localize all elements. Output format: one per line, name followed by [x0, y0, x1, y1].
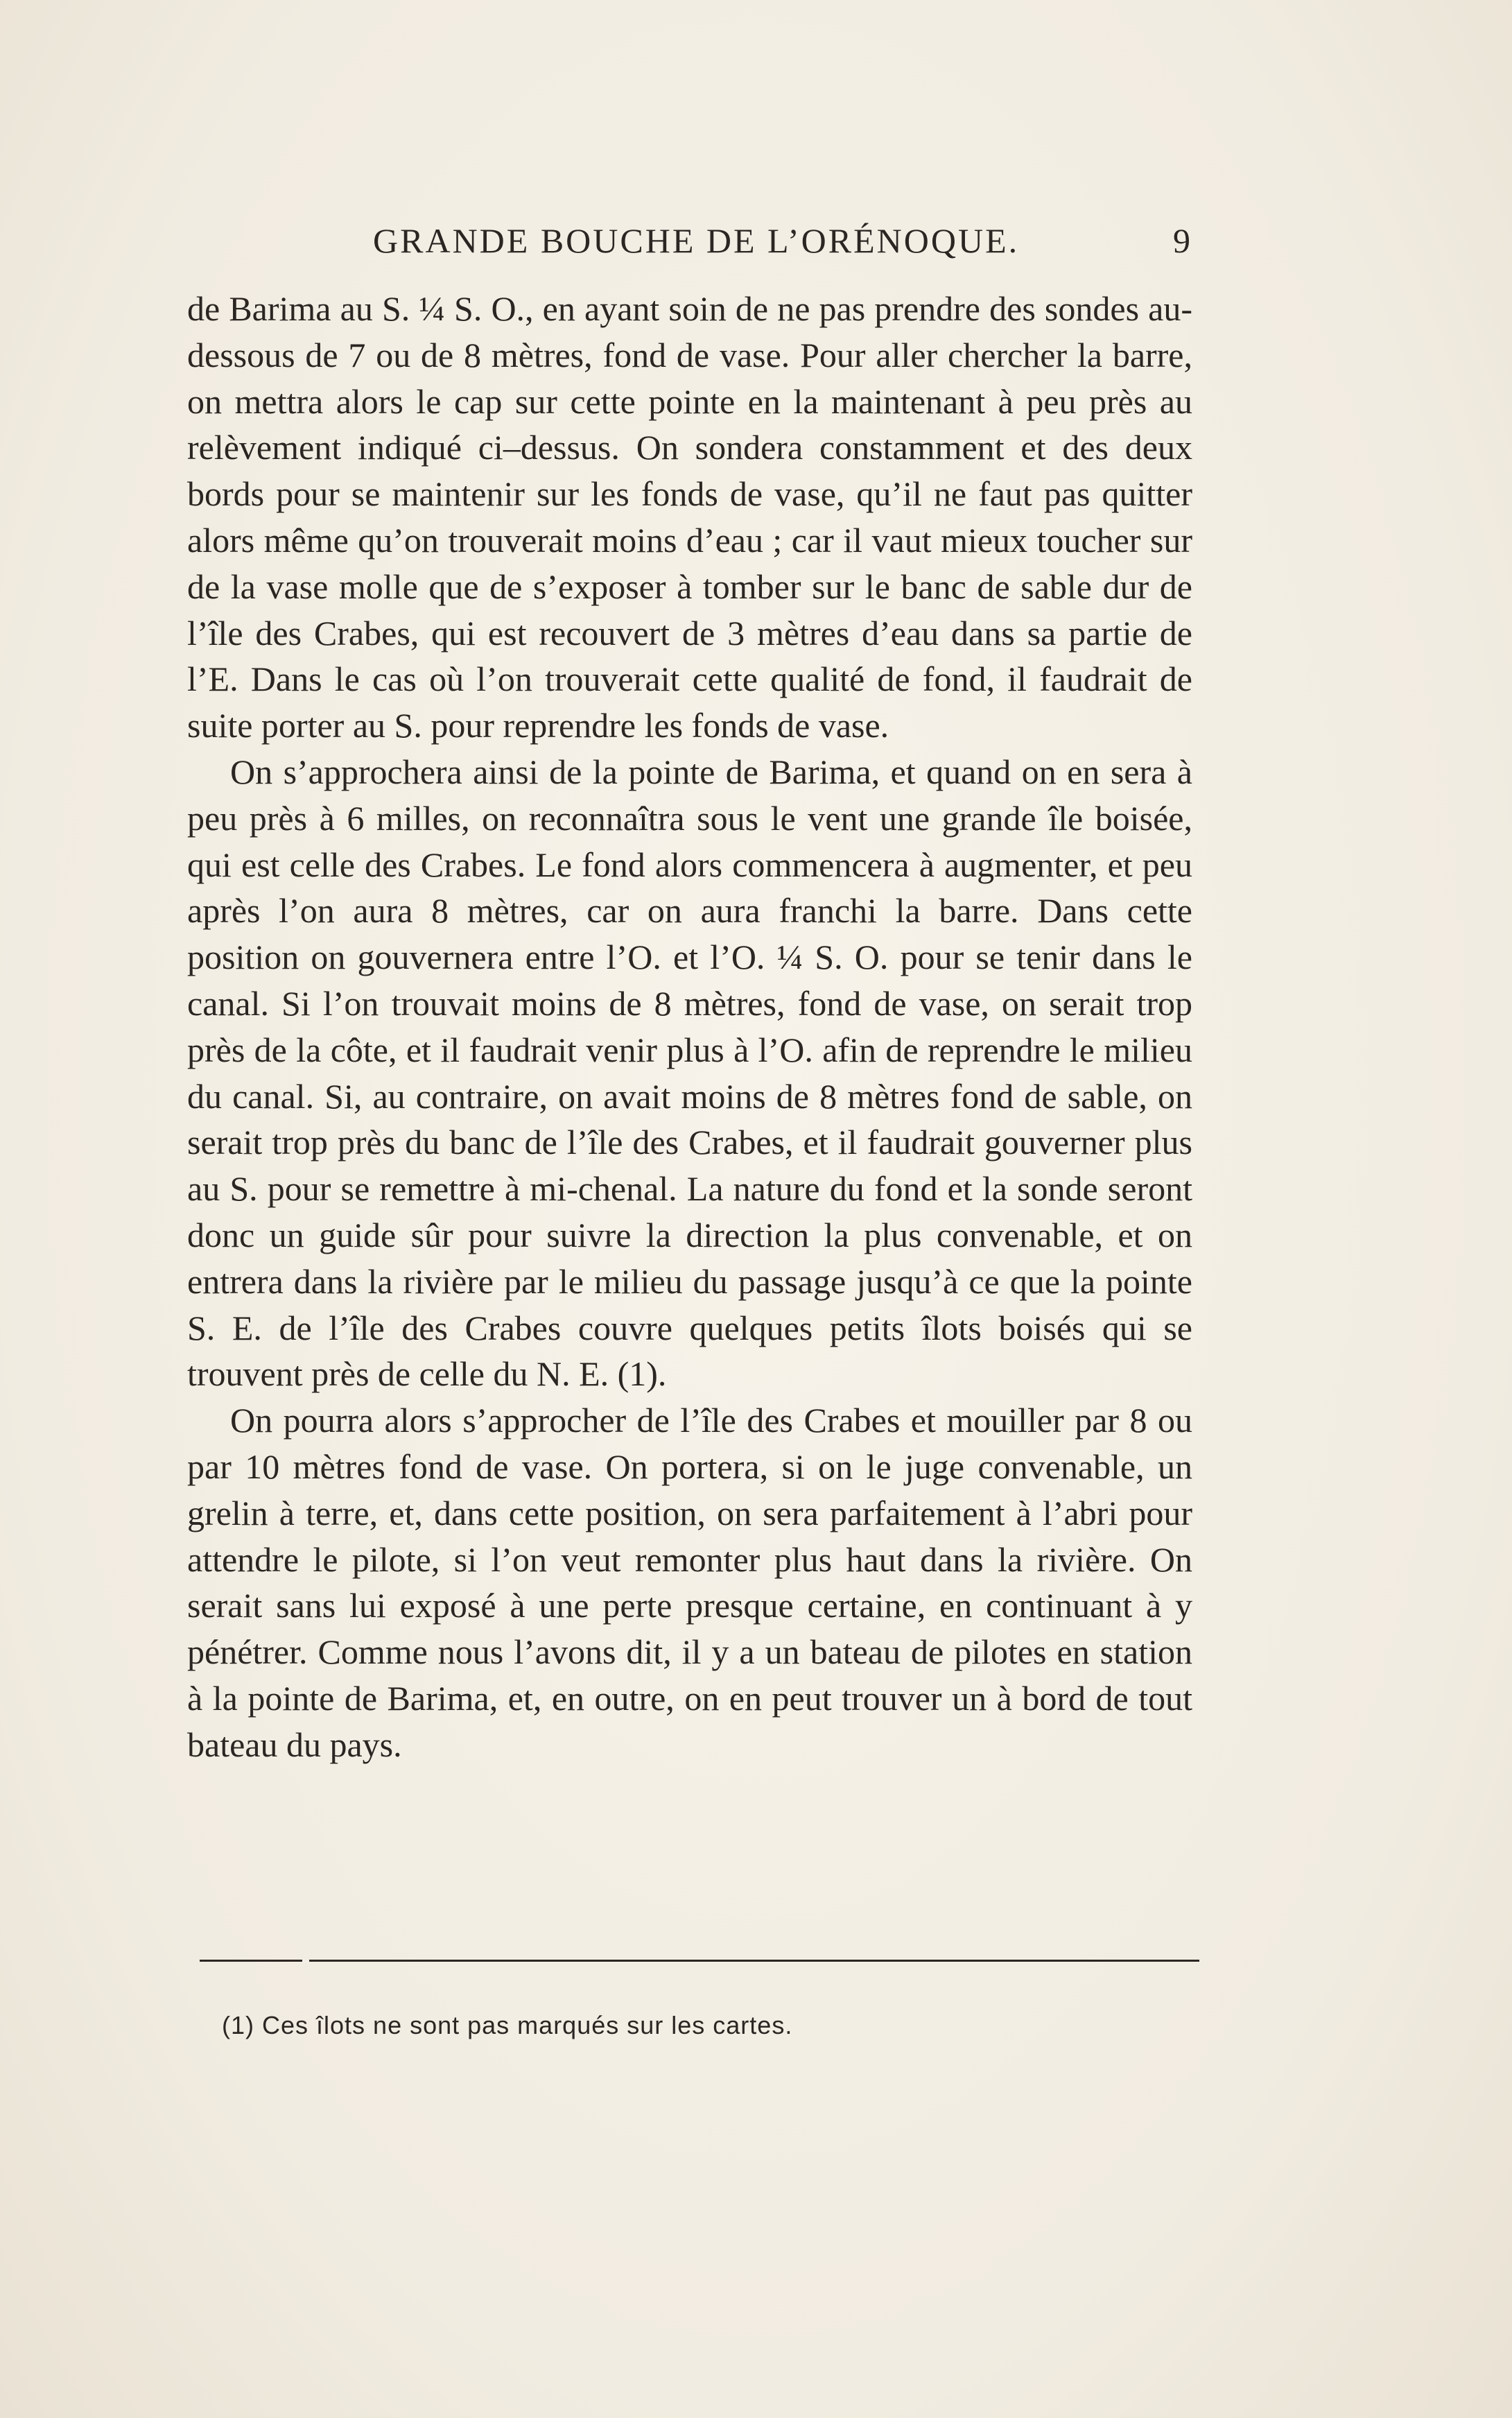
footnote: (1) Ces îlots ne sont pas marqués sur les cartes. — [222, 2011, 793, 2039]
running-title: GRANDE BOUCHE DE L’ORÉNOQUE. — [373, 221, 1020, 260]
footnote-rule — [200, 1960, 1199, 1962]
paragraph-1: de Barima au S. ¼ S. O., en ayant soin de ne pas prendre des sondes au-dessous de 7 ou de 8 mètres, fond de vase. Pour aller chercher la barre, on mettra alors le cap sur cette pointe en la maintenant à peu près au relèvement indiqué ci–dessus. On sondera constamment et des deux bords pour se maintenir sur les fonds de vase, qu’il ne faut pas quitter alors même qu’on trouverait moins d’eau ; car il vaut mieux toucher sur de la vase molle que de s’exposer à tomber sur le banc de sable dur de l’île des Crabes, qui est recouvert de 3 mètres d’eau dans sa partie de l’E. Dans le cas où l’on trouverait cette qualité de fond, il faudrait de suite porter au S. pour reprendre les fonds de vase. — [187, 289, 1192, 745]
page-number: 9 — [1173, 221, 1192, 260]
body-text — [187, 286, 1192, 1768]
page-header — [187, 221, 1192, 269]
paragraph-2: On s’approchera ainsi de la pointe de Barima, et quand on en sera à peu près à 6 milles, on reconnaîtra sous le vent une grande île boisée, qui est celle des Crabes. Le fond alors commencera à augmenter, et peu après l’on aura 8 mètres, car on aura franchi la barre. Dans cette position on gouvernera entre l’O. et l’O. ¼ S. O. pour se tenir dans le canal. Si l’on trouvait moins de 8 mètres, fond de vase, on serait trop près de la côte, et il faudrait venir plus à l’O. afin de reprendre le milieu du canal. Si, au contraire, on avait moins de 8 mètres fond de sable, on serait trop près du banc de l’île des Crabes, et il faudrait gouverner plus au S. pour se remettre à mi-chenal. La nature du fond et la sonde seront donc un guide sûr pour suivre la direction la plus convenable, et on entrera dans la rivière par le milieu du passage jusqu’à ce que la pointe S. E. de l’île des Crabes couvre quelques petits îlots boisés qui se trouvent près de celle du N. E. (1). — [187, 752, 1192, 1394]
paragraph-3: On pourra alors s’approcher de l’île des Crabes et mouiller par 8 ou par 10 mètres fond de vase. On portera, si on le juge convenable, un grelin à terre, et, dans cette position, on sera parfaitement à l’abri pour attendre le pilote, si l’on veut remonter plus haut dans la rivière. On serait sans lui exposé à une perte presque certaine, en continuant à y pénétrer. Comme nous l’avons dit, il y a un bateau de pilotes en station à la pointe de Barima, et, en outre, on en peut trouver un à bord de tout bateau du pays. — [187, 1401, 1192, 1764]
